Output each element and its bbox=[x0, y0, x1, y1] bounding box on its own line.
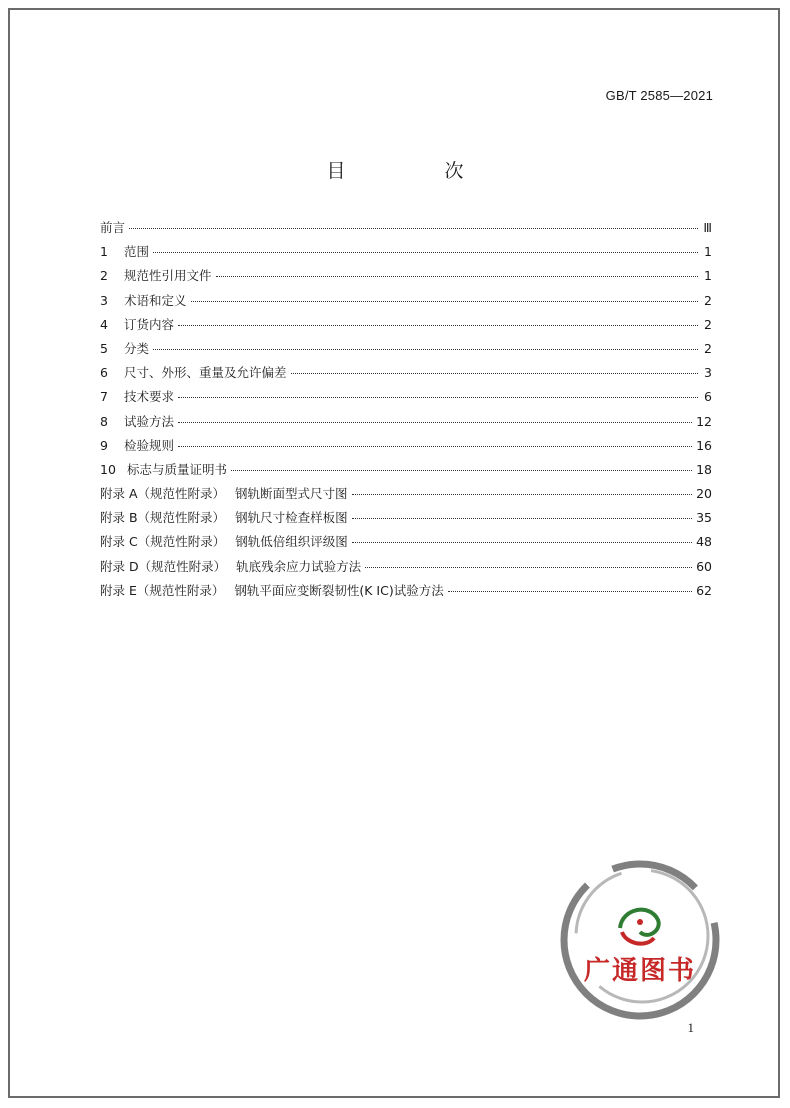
dot-leader bbox=[352, 542, 692, 543]
dot-leader bbox=[365, 567, 692, 568]
brush-circle-icon bbox=[550, 848, 730, 1028]
toc-entry-number: 8 bbox=[100, 413, 108, 429]
toc-entry-number: 10 bbox=[100, 461, 116, 477]
toc-entry-title: 术语和定义 bbox=[124, 292, 187, 308]
toc-entry-title: 尺寸、外形、重量及允许偏差 bbox=[124, 365, 287, 381]
toc-entry-title: 钢轨平面应变断裂韧性(K IC)试验方法 bbox=[234, 582, 444, 598]
toc-entry-annex-a[interactable] bbox=[100, 484, 712, 508]
table-of-contents bbox=[100, 218, 712, 605]
dot-leader bbox=[448, 591, 692, 592]
toc-page-number: Ⅲ bbox=[703, 220, 712, 235]
toc-entry[interactable] bbox=[100, 242, 712, 266]
toc-entry-number: 4 bbox=[100, 316, 108, 332]
toc-entry-title: 订货内容 bbox=[124, 316, 175, 332]
dot-leader bbox=[352, 494, 693, 495]
toc-page-number: 1 bbox=[704, 268, 712, 284]
toc-entry[interactable] bbox=[100, 412, 712, 436]
toc-page-number: 18 bbox=[696, 461, 712, 477]
toc-entry[interactable] bbox=[100, 460, 712, 484]
toc-entry[interactable] bbox=[100, 436, 712, 460]
toc-entry-number: 5 bbox=[100, 340, 108, 356]
toc-entry[interactable] bbox=[100, 291, 712, 315]
toc-page-number: 60 bbox=[696, 558, 712, 574]
toc-entry-title: 钢轨断面型式尺寸图 bbox=[235, 486, 348, 502]
toc-entry-title: 前言 bbox=[100, 220, 126, 235]
dot-leader bbox=[129, 228, 698, 229]
page-number: 1 bbox=[687, 1020, 694, 1035]
standard-code: GB/T 2585—2021 bbox=[605, 88, 713, 103]
toc-entry-title: 轨底残余应力试验方法 bbox=[236, 558, 362, 574]
toc-annex-label: 附录 E（规范性附录） bbox=[100, 582, 225, 598]
toc-entry-annex-b[interactable] bbox=[100, 508, 712, 532]
seal-logo-text: 广通图书 bbox=[583, 956, 696, 986]
toc-entry-title: 技术要求 bbox=[124, 389, 175, 405]
toc-entry-title: 钢轨尺寸检查样板图 bbox=[235, 510, 348, 526]
toc-page-number: 20 bbox=[696, 486, 712, 502]
dot-leader bbox=[153, 349, 698, 350]
dot-leader bbox=[178, 422, 692, 423]
toc-entry-title: 分类 bbox=[124, 340, 150, 356]
dot-leader bbox=[178, 446, 692, 447]
toc-page-number: 3 bbox=[704, 365, 712, 381]
toc-entry[interactable] bbox=[100, 315, 712, 339]
toc-entry-annex-c[interactable] bbox=[100, 532, 712, 556]
toc-entry-number: 9 bbox=[100, 437, 108, 453]
toc-page-number: 6 bbox=[704, 389, 712, 405]
toc-page-number: 62 bbox=[696, 582, 712, 598]
toc-entry-number: 1 bbox=[100, 244, 108, 260]
dot-leader bbox=[178, 397, 698, 398]
toc-annex-label: 附录 C（规范性附录） bbox=[100, 534, 226, 550]
toc-page-number: 1 bbox=[704, 244, 712, 260]
toc-entry-title: 检验规则 bbox=[124, 437, 175, 453]
dot-leader bbox=[231, 470, 692, 471]
toc-entry[interactable] bbox=[100, 363, 712, 387]
toc-entry-number: 2 bbox=[100, 268, 108, 284]
toc-entry-number: 3 bbox=[100, 292, 108, 308]
toc-page-number: 16 bbox=[696, 437, 712, 453]
toc-entry-title: 标志与质量证明书 bbox=[127, 461, 228, 477]
dot-leader bbox=[153, 252, 698, 253]
toc-entry-annex-d[interactable] bbox=[100, 557, 712, 581]
toc-entry[interactable] bbox=[100, 387, 712, 411]
toc-entry-number: 6 bbox=[100, 365, 108, 381]
toc-entry-number: 7 bbox=[100, 389, 108, 405]
dot-leader bbox=[352, 518, 693, 519]
toc-entry[interactable] bbox=[100, 339, 712, 363]
dot-leader bbox=[178, 325, 698, 326]
page-title: 目 次 bbox=[326, 160, 504, 182]
dot-leader bbox=[216, 276, 698, 277]
toc-page-number: 2 bbox=[704, 316, 712, 332]
toc-page-number: 12 bbox=[696, 413, 712, 429]
toc-page-number: 2 bbox=[704, 292, 712, 308]
toc-entry-annex-e[interactable] bbox=[100, 581, 712, 605]
dot-leader bbox=[291, 373, 698, 374]
toc-entry-title: 钢轨低倍组织评级图 bbox=[235, 534, 348, 550]
toc-entry-title: 试验方法 bbox=[124, 413, 175, 429]
publisher-seal-watermark bbox=[550, 848, 730, 1028]
toc-page-number: 48 bbox=[696, 534, 712, 550]
toc-page-number: 2 bbox=[704, 340, 712, 356]
toc-entry-title: 范围 bbox=[124, 244, 150, 260]
toc-annex-label: 附录 B（规范性附录） bbox=[100, 510, 226, 526]
toc-annex-label: 附录 A（规范性附录） bbox=[100, 486, 226, 502]
toc-entry-title: 规范性引用文件 bbox=[124, 268, 212, 284]
dot-leader bbox=[191, 301, 698, 302]
toc-entry-foreword[interactable] bbox=[100, 218, 712, 242]
toc-annex-label: 附录 D（规范性附录） bbox=[100, 558, 227, 574]
toc-page-number: 35 bbox=[696, 510, 712, 526]
toc-entry[interactable] bbox=[100, 266, 712, 290]
